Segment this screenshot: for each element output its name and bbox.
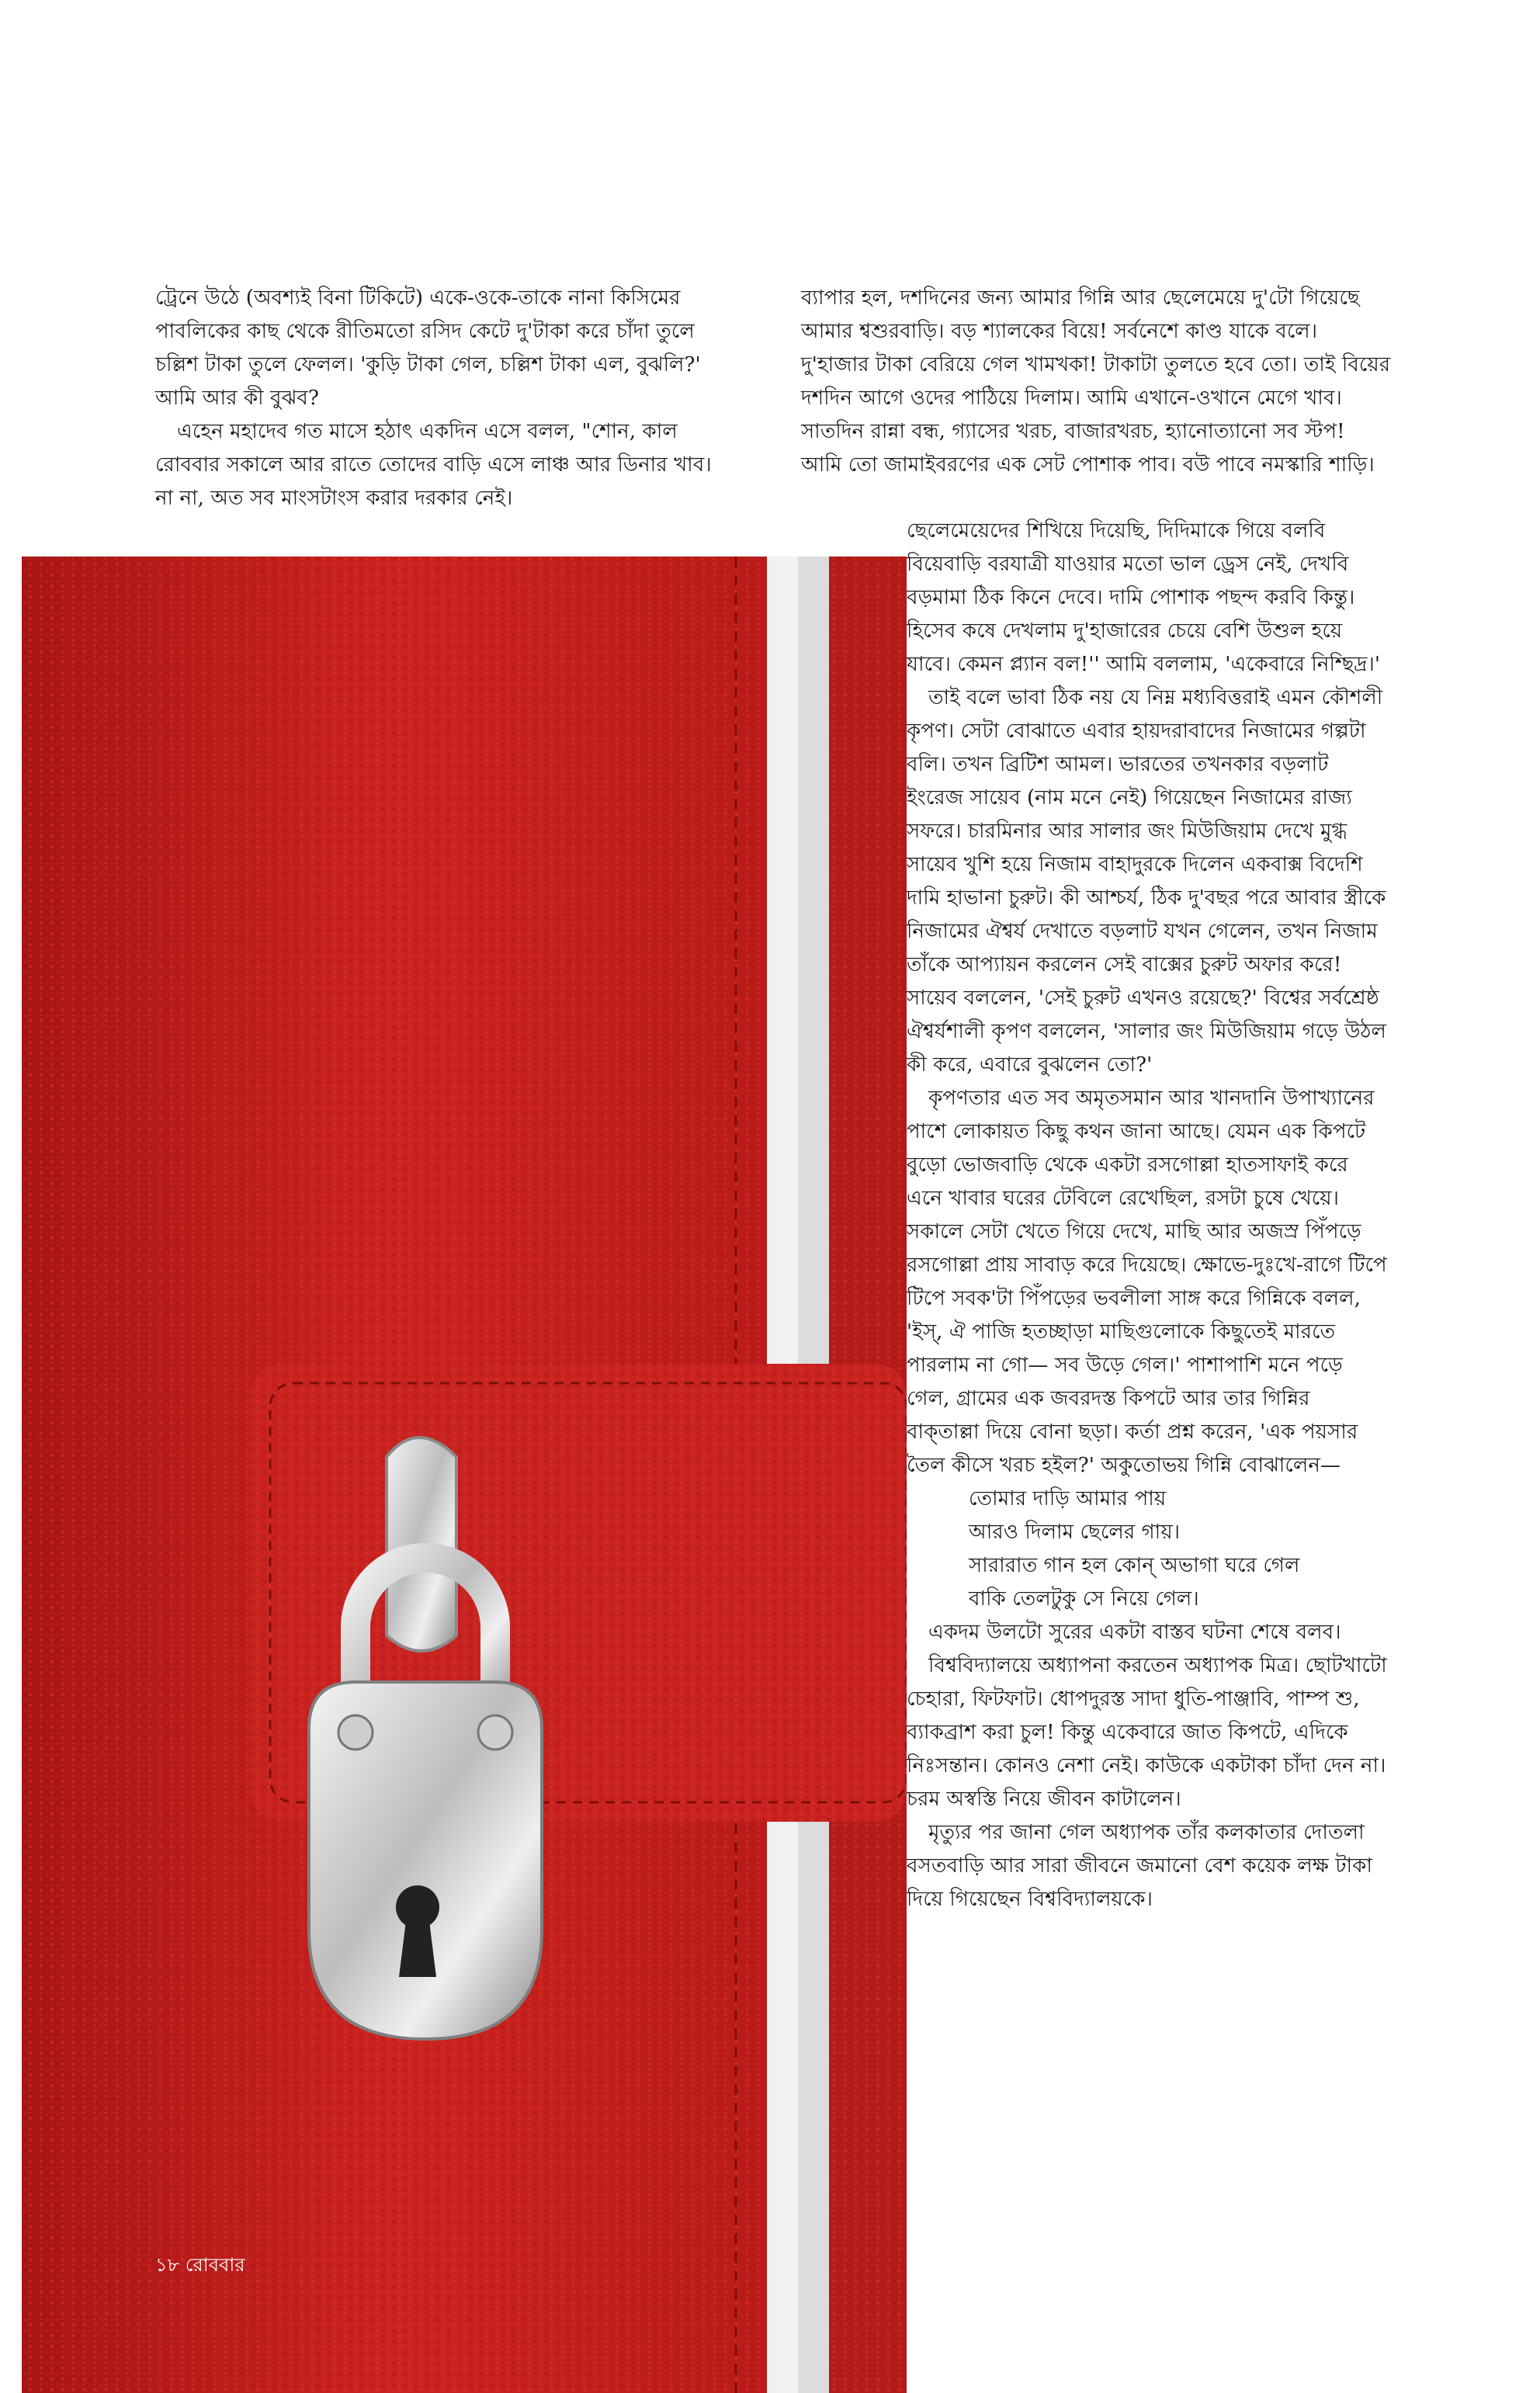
article-column-top-left <box>155 282 730 515</box>
paragraph: তাই বলে ভাবা ঠিক নয় যে নিম্ন মধ্যবিত্তরাই এমন কৌশলী কৃপণ। সেটা বোঝাতে এবার হায়দরাবাদের নিজামের গল্পটা বলি। তখন ব্রিটিশ আমল। ভারতের তখনকার বড়লাট ইংরেজ সায়েব (নাম মনে নেই) গিয়েছেন নিজামের রাজ্য সফরে। চারমিনার আর সালার জং মিউজিয়াম দেখে মুগ্ধ সায়েব খুশি হয়ে নিজাম বাহাদুরকে দিলেন একবাক্স বিদেশি দামি হাভানা চুরুট। কী আশ্চর্য, ঠিক দু'বছর পরে আবার স্ত্রীকে নিজামের ঐশ্বর্য দেখাতে বড়লাট যখন গেলেন, তখন নিজাম তাঁকে আপ্যায়ন করলেন সেই বাক্সের চুরুট অফার করে! সায়েব বললেন, 'সেই চুরুট এখনও রয়েছে?' বিশ্বের সর্বশ্রেষ্ঠ ঐশ্বর্যশালী কৃপণ বললেন, 'সালার জং মিউজিয়াম গড়ে উঠল কী করে, এবারে বুঝলেন তো?' <box>907 686 1387 1077</box>
paragraph: এহেন মহাদেব গত মাসে হঠাৎ একদিন এসে বলল, "শোন, কাল রোববার সকালে আর রাতে তোদের বাড়ি এসে লাঞ্চ আর ডিনার খাব। না না, অত সব মাংসটাংস করার দরকার নেই। <box>155 420 712 510</box>
verse <box>969 1483 1388 1616</box>
paragraph: বিশ্ববিদ্যালয়ে অধ্যাপনা করতেন অধ্যাপক মিত্র। ছোটখাটো চেহারা, ফিটফাট। ধোপদুরস্ত সাদা ধুতি-পাঞ্জাবি, পাম্প শু, ব্যাকব্রাশ করা চুল! কিন্তু একেবারে জাত কিপটে, এদিকে নিঃসন্তান। কোনও নেশা নেই। কাউকে একটাকা চাঁদা দেন না। চরম অস্বস্তি নিয়ে জীবন কাটালেন। <box>907 1654 1387 1811</box>
paragraph: মৃত্যুর পর জানা গেল অধ্যাপক তাঁর কলকাতার দোতলা বসতবাড়ি আর সারা জীবনে জমানো বেশ কয়েক লক্ষ টাকা দিয়ে গিয়েছেন বিশ্ববিদ্যালয়কে। <box>907 1821 1372 1911</box>
page-folio: ১৮ রোববার <box>155 2254 245 2276</box>
paragraph: ছেলেমেয়েদের শিখিয়ে দিয়েছি, দিদিমাকে গিয়ে বলবি বিয়েবাড়ি বরযাত্রী যাওয়ার মতো ভাল ড্রেস নেই, দেখবি বড়মামা ঠিক কিনে দেবে। দামি পোশাক পছন্দ করবি কিন্তু। হিসেব কষে দেখলাম দু'হাজারের চেয়ে বেশি উশুল হয়ে যাবে। কেমন প্ল্যান বল!'' আমি বললাম, 'একেবারে নিশ্ছিদ্র।' <box>907 519 1381 676</box>
red-notebook-padlock-image <box>22 557 907 2393</box>
article-column-top-right <box>801 282 1391 482</box>
verse-line: বাকি তেলটুকু সে নিয়ে গেল। <box>969 1587 1199 1611</box>
article-column-right <box>907 515 1388 1916</box>
paragraph: ব্যাপার হল, দশদিনের জন্য আমার গিন্নি আর ছেলেমেয়ে দু'টো গিয়েছে আমার শ্বশুরবাড়ি। বড় শ্যালকের বিয়ে! সর্বনেশে কাণ্ড যাকে বলে। দু'হাজার টাকা বেরিয়ে গেল খামখকা! টাকাটা তুলতে হবে তো। তাই বিয়ের দশদিন আগে ওদের পাঠিয়ে দিলাম। আমি এখানে-ওখানে মেগে খাব। সাতদিন রান্না বন্ধ, গ্যাসের খরচ, বাজারখরচ, হ্যানোত্যানো সব স্টপ! আমি তো জামাইবরণের এক সেট পোশাক পাব। বউ পাবে নমস্কারি শাড়ি। <box>801 286 1391 477</box>
paragraph: ট্রেনে উঠে (অবশ্যই বিনা টিকিটে) একে-ওকে-তাকে নানা কিসিমের পাবলিকের কাছ থেকে রীতিমতো রসিদ কেটে দু'টাকা করে চাঁদা তুলে চল্লিশ টাকা তুলে ফেলল। 'কুড়ি টাকা গেল, চল্লিশ টাকা এল, বুঝলি?' আমি আর কী বুঝব? <box>155 286 701 410</box>
verse-line: আরও দিলাম ছেলের গায়। <box>969 1521 1181 1544</box>
paragraph: একদম উলটো সুরের একটা বাস্তব ঘটনা শেষে বলব। <box>928 1621 1341 1644</box>
verse-line: তোমার দাড়ি আমার পায় <box>969 1487 1167 1510</box>
paragraph: কৃপণতার এত সব অমৃতসমান আর খানদানি উপাখ্যানের পাশে লোকায়ত কিছু কথন জানা আছে। যেমন এক কিপটে বুড়ো ভোজবাড়ি থেকে একটা রসগোল্লা হাতসাফাই করে এনে খাবার ঘরের টেবিলে রেখেছিল, রসটা চুষে খেয়ে। সকালে সেটা খেতে গিয়ে দেখে, মাছি আর অজস্র পিঁপড়ে রসগোল্লা প্রায় সাবাড় করে দিয়েছে। ক্ষোভে-দুঃখে-রাগে টিপে টিপে সবক'টা পিঁপড়ের ভবলীলা সাঙ্গ করে গিন্নিকে বলল, 'ইস্, ঐ পাজি হতচ্ছাড়া মাছিগুলোকে কিছুতেই মারতে পারলাম না গো— সব উড়ে গেল।' পাশাপাশি মনে পড়ে গেল, গ্রামের এক জবরদস্ত কিপটে আর তার গিন্নির বাক্‌তাল্লা দিয়ে বোনা ছড়া। কর্তা প্রশ্ন করেন, 'এক পয়সার তৈল কীসে খরচ হইল?' অকুতোভয় গিন্নি বোঝালেন— <box>907 1087 1387 1477</box>
verse-line: সারারাত গান হল কোন্ অভাগা ঘরে গেল <box>969 1554 1300 1577</box>
